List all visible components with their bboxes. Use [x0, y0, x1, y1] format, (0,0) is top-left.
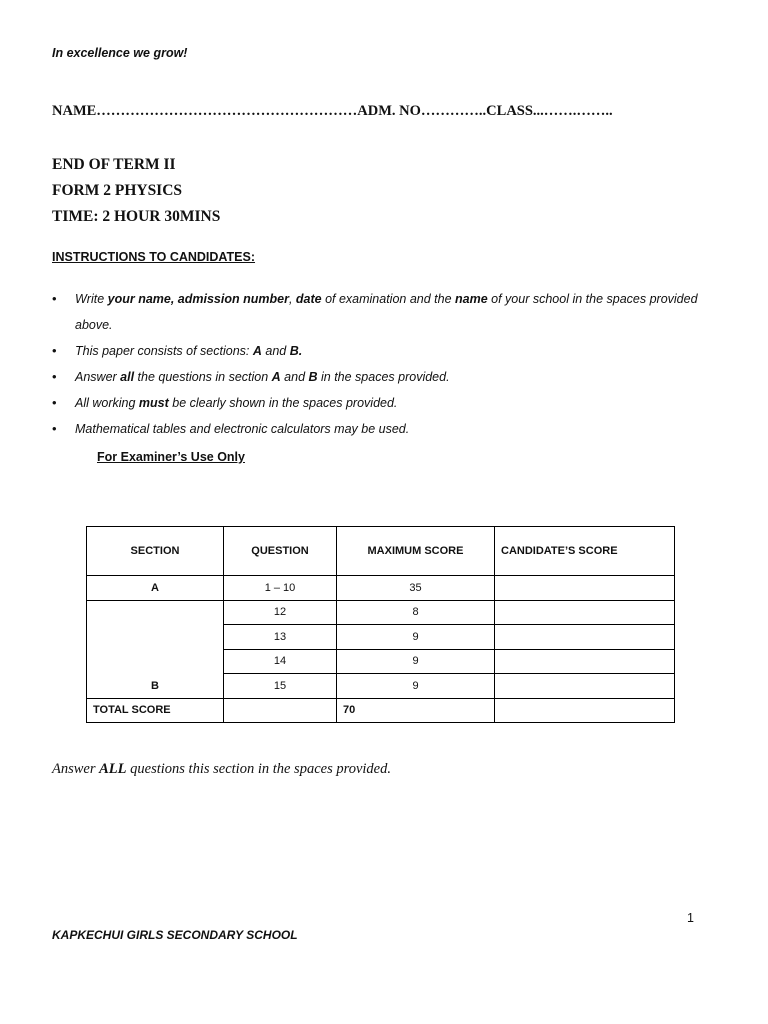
candidate-score-cell — [495, 698, 675, 723]
examiner-use-heading: For Examiner’s Use Only — [97, 450, 245, 464]
examiner-score-table — [86, 526, 675, 723]
instruction-emphasis: B. — [289, 344, 303, 358]
instruction-text: and — [280, 370, 309, 384]
table-header-row — [87, 527, 675, 576]
candidate-score-cell — [495, 649, 675, 674]
candidate-score-cell — [495, 576, 675, 601]
question-cell — [224, 698, 337, 723]
school-motto: In excellence we grow! — [52, 46, 188, 60]
instruction-text: of examination and the — [321, 292, 456, 306]
max-score-cell: 8 — [337, 600, 495, 625]
instruction-item — [52, 338, 712, 364]
instruction-emphasis: must — [138, 396, 169, 410]
instruction-emphasis: name — [455, 292, 488, 306]
question-cell: 13 — [224, 625, 337, 650]
instruction-text: All working — [75, 396, 139, 410]
instruction-text: in the spaces provided. — [317, 370, 450, 384]
instruction-text: the questions in section — [134, 370, 272, 384]
question-cell: 15 — [224, 674, 337, 699]
column-header-maximum-score: MAXIMUM SCORE — [337, 527, 495, 576]
max-score-cell: 9 — [337, 674, 495, 699]
section-instruction-emphasis: ALL — [99, 761, 127, 777]
instruction-text: Write — [75, 292, 108, 306]
bullet-icon: • — [52, 421, 57, 436]
instruction-text: Mathematical tables and electronic calculators may be used. — [75, 422, 410, 436]
table-total-row — [87, 698, 675, 723]
instruction-item — [52, 390, 712, 416]
instructions-list — [52, 286, 712, 442]
section-instruction — [52, 761, 391, 778]
instruction-text: be clearly shown in the spaces provided. — [168, 396, 398, 410]
instruction-item — [52, 286, 712, 338]
max-score-cell: 35 — [337, 576, 495, 601]
max-score-cell: 9 — [337, 649, 495, 674]
page-number: 1 — [687, 911, 694, 925]
instruction-emphasis: date — [295, 292, 322, 306]
column-header-section: SECTION — [87, 527, 224, 576]
exam-term-title: END OF TERM II — [52, 156, 176, 173]
question-cell: 1 – 10 — [224, 576, 337, 601]
section-cell: A — [87, 576, 224, 601]
section-instruction-prefix: Answer — [52, 761, 100, 777]
candidate-score-cell — [495, 625, 675, 650]
instruction-text: This paper consists of sections: — [75, 344, 253, 358]
instruction-emphasis: B — [308, 370, 318, 384]
instruction-emphasis: A — [252, 344, 262, 358]
table-row — [87, 576, 675, 601]
section-instruction-suffix: questions this section in the spaces provided. — [126, 761, 391, 777]
total-score-label: TOTAL SCORE — [87, 698, 224, 723]
instruction-item — [52, 416, 712, 442]
candidate-score-cell — [495, 674, 675, 699]
instructions-heading: INSTRUCTIONS TO CANDIDATES: — [52, 250, 256, 264]
instruction-emphasis: A — [271, 370, 281, 384]
bullet-icon: • — [52, 369, 57, 384]
question-cell: 12 — [224, 600, 337, 625]
instruction-text: and — [261, 344, 290, 358]
max-score-cell: 9 — [337, 625, 495, 650]
instruction-text: Answer — [75, 370, 121, 384]
instruction-text: , — [288, 292, 296, 306]
candidate-score-cell — [495, 600, 675, 625]
exam-subject-title: FORM 2 PHYSICS — [52, 182, 183, 199]
question-cell: 14 — [224, 649, 337, 674]
section-cell: B — [87, 600, 224, 698]
column-header-candidate-score: CANDIDATE’S SCORE — [495, 527, 675, 576]
instruction-emphasis: your name, admission number — [107, 292, 289, 306]
column-header-question: QUESTION — [224, 527, 337, 576]
instruction-item — [52, 364, 712, 390]
bullet-icon: • — [52, 291, 57, 306]
instruction-text: of your school in the spaces provided above. — [75, 292, 698, 332]
bullet-icon: • — [52, 343, 57, 358]
total-max-score: 70 — [337, 698, 495, 723]
table-row — [87, 600, 675, 625]
candidate-details-line: NAME………………………………………………ADM. NO…………..CLASS...…….…….. — [52, 103, 613, 119]
instruction-emphasis: all — [120, 370, 135, 384]
bullet-icon: • — [52, 395, 57, 410]
school-name-footer: KAPKECHUI GIRLS SECONDARY SCHOOL — [52, 928, 298, 942]
exam-time-title: TIME: 2 HOUR 30MINS — [52, 208, 221, 225]
